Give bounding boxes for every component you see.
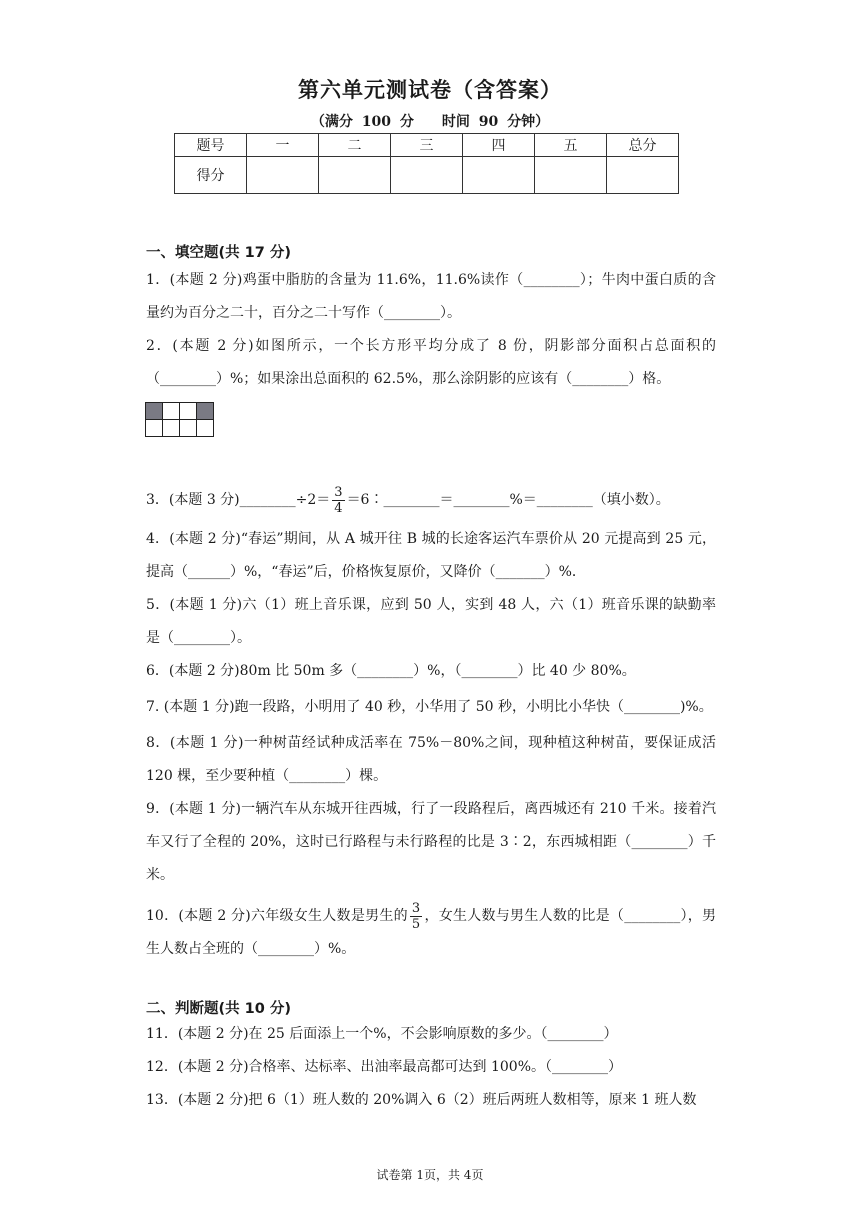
grid-cell — [163, 420, 180, 437]
question-5: 5．(本题 1 分)六（1）班上音乐课，应到 50 人，实到 48 人，六（1）班音乐课的缺勤率是（________）。 — [146, 597, 716, 646]
question-1: 1．(本题 2 分)鸡蛋中脂肪的含量为 11.6%，11.6%读作（________）；牛肉中蛋白质的含量约为百分之二十，百分之二十写作（________）。 — [146, 272, 716, 321]
grid-cell — [146, 420, 163, 437]
grid-cell — [180, 420, 197, 437]
question-3 — [146, 484, 716, 517]
fraction-denominator: 4 — [334, 500, 343, 516]
question-6: 6．(本题 2 分)80m 比 50m 多（________）%，（________）比 40 少 80%。 — [146, 663, 636, 679]
score-cell[interactable] — [463, 157, 535, 194]
grid-cell-shaded — [146, 403, 163, 420]
score-table — [174, 133, 679, 194]
score-cell[interactable] — [607, 157, 679, 194]
fraction-three-quarters — [332, 485, 344, 516]
question-13: 13．(本题 2 分)把 6（1）班人数的 20%调入 6（2）班后两班人数相等，原来 1 班人数 — [146, 1092, 697, 1108]
score-header-cell: 题号 — [175, 134, 247, 157]
fraction-denominator: 5 — [411, 916, 421, 932]
score-table-score-row — [175, 157, 679, 194]
grid-cell — [180, 403, 197, 420]
score-header-cell: 四 — [463, 134, 535, 157]
score-header-cell: 总分 — [607, 134, 679, 157]
q10-text-after: ，女生人数与男生人数的比是（________），男生人数占全班的（________）%。 — [146, 908, 717, 957]
score-cell[interactable] — [391, 157, 463, 194]
score-cell[interactable] — [535, 157, 607, 194]
score-cell[interactable] — [319, 157, 391, 194]
fraction-numerator: 3 — [334, 484, 343, 500]
score-cell[interactable] — [247, 157, 319, 194]
page-title: 第六单元测试卷（含答案） — [298, 78, 562, 102]
question-2: 2．(本题 2 分)如图所示，一个长方形平均分成了 8 份，阴影部分面积占总面积的（________）%；如果涂出总面积的 62.5%，那么涂阴影的应该有（________）格。 — [146, 338, 716, 387]
q10-text-before: 10．(本题 2 分)六年级女生人数是男生的 — [146, 908, 408, 924]
page-subtitle: （满分 100 分 时间 90 分钟） — [310, 114, 550, 130]
question-4: 4．(本题 2 分)“春运”期间，从 A 城开往 B 城的长途客运汽车票价从 20 元提高到 25 元，提高（______）%，“春运”后，价格恢复原价，又降价（_______）%． — [146, 531, 716, 580]
page-footer: 试卷第 1页，共 4页 — [376, 1168, 484, 1182]
grid-cell — [163, 403, 180, 420]
question-11: 11．(本题 2 分)在 25 后面添上一个%，不会影响原数的多少。（________） — [146, 1026, 618, 1042]
section-heading-fill-blank: 一、填空题(共 17 分) — [146, 245, 292, 261]
question-8: 8．(本题 1 分)一种树苗经试种成活率在 75%－80%之间，现种植这种树苗，要保证成活 120 棵，至少要种植（________）棵。 — [146, 735, 716, 784]
shaded-rectangle-figure — [145, 402, 214, 437]
fraction-numerator: 3 — [411, 900, 421, 916]
score-header-cell: 二 — [319, 134, 391, 157]
score-table-header-row — [175, 134, 679, 157]
score-header-cell: 三 — [391, 134, 463, 157]
grid-cell — [197, 420, 214, 437]
fraction-three-fifths — [410, 901, 422, 932]
score-row-label: 得分 — [175, 157, 247, 194]
q3-text-before: 3．(本题 3 分)________÷2＝ — [146, 492, 331, 508]
question-9: 9．(本题 1 分)一辆汽车从东城开往西城，行了一段路程后，离西城还有 210 千米。接着汽车又行了全程的 20%，这时已行路程与未行路程的比是 3∶2，东西城相距（________）千米。 — [146, 801, 716, 883]
section-heading-true-false: 二、判断题(共 10 分) — [146, 1001, 292, 1017]
question-7: 7. (本题 1 分)跑一段路，小明用了 40 秒，小华用了 50 秒，小明比小华快（________)%。 — [146, 699, 713, 715]
grid-cell-shaded — [197, 403, 214, 420]
q3-text-after: ＝6∶________＝________%＝________（填小数）。 — [346, 492, 670, 508]
score-header-cell: 一 — [247, 134, 319, 157]
score-header-cell: 五 — [535, 134, 607, 157]
question-12: 12．(本题 2 分)合格率、达标率、出油率最高都可达到 100%。（________） — [146, 1059, 623, 1075]
question-10 — [146, 900, 716, 966]
